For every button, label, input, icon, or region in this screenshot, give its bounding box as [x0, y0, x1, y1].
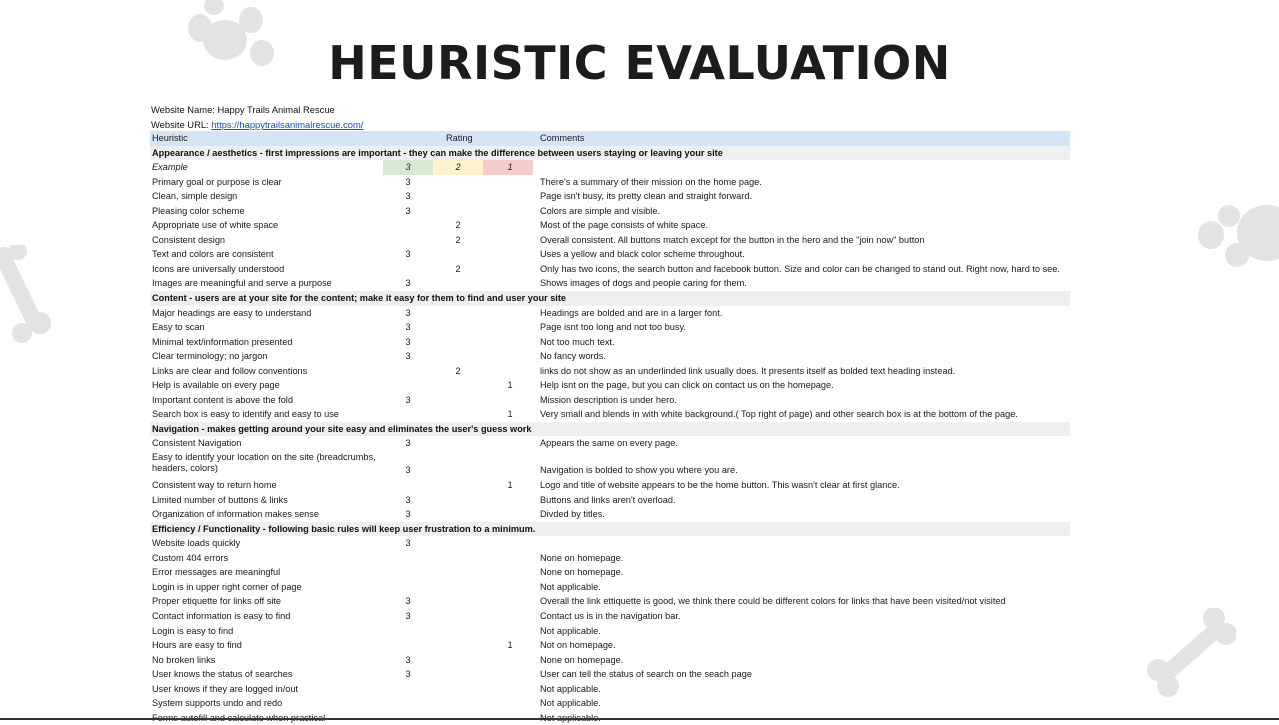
heuristic-cell: Website loads quickly	[152, 538, 241, 549]
column-header-rating: Rating	[446, 133, 473, 143]
rating-cell: 3	[405, 336, 411, 347]
heuristic-cell: Images are meaningful and serve a purpose	[152, 278, 332, 289]
comment-cell: Contact us is in the navigation bar.	[540, 610, 681, 621]
example-rating-1: 1	[507, 162, 513, 173]
paw-print-icon	[1195, 193, 1279, 275]
table-row	[150, 696, 1070, 711]
rating-cell: 3	[405, 307, 411, 318]
heuristic-cell: Pleasing color scheme	[152, 205, 245, 216]
example-rating-3: 3	[405, 162, 411, 173]
column-header-comments: Comments	[540, 133, 585, 143]
heuristic-cell: Text and colors are consistent	[152, 249, 274, 260]
heuristic-cell: Primary goal or purpose is clear	[152, 176, 282, 187]
comment-cell: Divded by titles.	[540, 509, 605, 520]
table-row	[150, 393, 1070, 408]
heuristic-cell: Organization of information makes sense	[152, 509, 319, 520]
table-row	[150, 682, 1070, 697]
comment-cell: Shows images of dogs and people caring for them.	[540, 278, 747, 289]
rating-cell: 3	[405, 654, 411, 665]
table-row	[150, 451, 1070, 478]
rating-cell: 2	[455, 263, 461, 274]
heuristic-cell: Easy to identify your location on the site (breadcrumbs, headers, colors)	[152, 452, 376, 474]
section-header-row	[150, 422, 1070, 437]
comment-cell: User can tell the status of search on the seach page	[540, 669, 752, 680]
table-row	[150, 436, 1070, 451]
rating-cell: 2	[455, 365, 461, 376]
comment-cell: Uses a yellow and black color scheme throughout.	[540, 249, 745, 260]
heuristic-cell: Appropriate use of white space	[152, 220, 279, 231]
comment-cell: links do not show as an underlinded link usually does. It presents itself as bolded text heading instead.	[540, 365, 956, 376]
comment-cell: No fancy words.	[540, 351, 606, 362]
example-rating-2: 2	[455, 162, 461, 173]
comment-cell: Not applicable.	[540, 625, 601, 636]
table-row	[150, 638, 1070, 653]
table-row	[150, 335, 1070, 350]
heuristic-cell: Contact information is easy to find	[152, 610, 291, 621]
comment-cell: Mission description is under hero.	[540, 394, 677, 405]
heuristic-cell: Important content is above the fold	[152, 394, 293, 405]
table-row	[150, 594, 1070, 609]
heuristic-cell: Help is available on every page	[152, 380, 280, 391]
comment-cell: Help isnt on the page, but you can click on contact us on the homepage.	[540, 380, 834, 391]
table-row	[150, 233, 1070, 248]
heuristic-cell: Custom 404 errors	[152, 552, 229, 563]
heuristic-table	[150, 131, 1070, 725]
comment-cell: Overall consistent. All buttons match except for the button in the hero and the "join now" button	[540, 234, 925, 245]
table-row	[150, 189, 1070, 204]
table-row	[150, 536, 1070, 551]
heuristic-cell: System supports undo and redo	[152, 698, 283, 709]
table-row	[150, 320, 1070, 335]
table-row	[150, 204, 1070, 219]
table-row	[150, 306, 1070, 321]
website-name-label: Website Name: Happy Trails Animal Rescue	[151, 104, 335, 115]
comment-cell: Not applicable.	[540, 683, 601, 694]
table-row	[150, 624, 1070, 639]
website-url-line	[151, 119, 363, 130]
section-header-row	[150, 291, 1070, 306]
rating-cell: 1	[507, 640, 513, 651]
rating-cell: 3	[405, 191, 411, 202]
rating-cell: 1	[507, 480, 513, 491]
comment-cell: None on homepage.	[540, 552, 624, 563]
section-title: Efficiency / Functionality - following basic rules will keep user frustration to a minimum.	[152, 523, 536, 534]
table-row	[150, 493, 1070, 508]
comment-cell: Headings are bolded and are in a larger font.	[540, 307, 723, 318]
comment-cell: Not applicable.	[540, 698, 601, 709]
rating-cell: 1	[507, 380, 513, 391]
heuristic-cell: Clean, simple design	[152, 191, 238, 202]
table-row	[150, 218, 1070, 233]
table-row	[150, 247, 1070, 262]
rating-cell: 3	[405, 538, 411, 549]
rating-cell: 3	[405, 610, 411, 621]
rating-cell: 3	[405, 438, 411, 449]
heuristic-cell: Minimal text/information presented	[152, 336, 293, 347]
rating-cell: 3	[405, 669, 411, 680]
column-header-heuristic: Heuristic	[152, 133, 188, 143]
comment-cell: Page isn't busy, its pretty clean and straight forward.	[540, 191, 752, 202]
comment-cell: Navigation is bolded to show you where you are.	[540, 465, 738, 476]
rating-cell: 3	[405, 394, 411, 405]
rating-cell: 2	[455, 220, 461, 231]
heuristic-cell: Example	[152, 162, 188, 173]
heuristic-cell: Consistent way to return home	[152, 480, 277, 491]
section-title: Content - users are at your site for the content; make it easy for them to find and user your site	[152, 293, 567, 304]
website-url-link[interactable]: https://happytrailsanimalrescue.com/	[211, 119, 364, 130]
website-url-label: Website URL:	[151, 119, 212, 130]
rating-cell: 3	[405, 205, 411, 216]
comment-cell: None on homepage.	[540, 654, 624, 665]
page-title: HEURISTIC EVALUATION	[328, 36, 951, 90]
comment-cell: Logo and title of website appears to be the home button. This wasn't clear at first glance.	[540, 480, 900, 491]
table-row	[150, 609, 1070, 624]
section-header-row	[150, 146, 1070, 161]
heuristic-cell: Consistent design	[152, 234, 226, 245]
comment-cell: Buttons and links aren't overload.	[540, 494, 676, 505]
table-row	[150, 378, 1070, 393]
rating-cell: 3	[405, 249, 411, 260]
bone-icon	[1146, 608, 1236, 698]
rating-cell: 3	[405, 596, 411, 607]
rating-cell: 2	[455, 234, 461, 245]
table-row	[150, 478, 1070, 493]
heuristic-cell: Limited number of buttons & links	[152, 494, 288, 505]
table-row	[150, 262, 1070, 277]
comment-cell: None on homepage.	[540, 567, 624, 578]
table-row	[150, 364, 1070, 379]
comment-cell: Not applicable.	[540, 581, 601, 592]
heuristic-cell: Error messages are meaningful	[152, 567, 281, 578]
heuristic-cell: User knows the status of searches	[152, 669, 293, 680]
comment-cell: Very small and blends in with white background.( Top right of page) and other search box is at the bottom of the page.	[540, 409, 1018, 420]
table-row	[150, 565, 1070, 580]
table-row	[150, 407, 1070, 422]
heuristic-cell: Clear terminology; no jargon	[152, 351, 268, 362]
table-row	[150, 667, 1070, 682]
heuristic-cell: Links are clear and follow conventions	[152, 365, 308, 376]
example-row	[150, 160, 1070, 175]
table-row	[150, 276, 1070, 291]
comment-cell: Appears the same on every page.	[540, 438, 678, 449]
table-row	[150, 175, 1070, 190]
section-header-row	[150, 522, 1070, 537]
rating-cell: 3	[405, 494, 411, 505]
heuristic-cell: Login is easy to find	[152, 625, 234, 636]
table-row	[150, 653, 1070, 668]
comment-cell: Most of the page consists of white space.	[540, 220, 709, 231]
comment-cell: There's a summary of their mission on the home page.	[540, 176, 762, 187]
comment-cell: Page isnt too long and not too busy.	[540, 322, 686, 333]
table-row	[150, 349, 1070, 364]
rating-cell: 1	[507, 409, 513, 420]
comment-cell: Not too much text.	[540, 336, 615, 347]
rating-cell: 3	[405, 351, 411, 362]
rating-cell: 3	[405, 322, 411, 333]
comment-cell: Not on homepage.	[540, 640, 616, 651]
table-header-row	[150, 131, 1070, 146]
table-row	[150, 507, 1070, 522]
heuristic-cell: Icons are universally understood	[152, 263, 285, 274]
section-title: Appearance / aesthetics - first impressions are important - they can make the difference between users staying or leaving your site	[152, 147, 723, 158]
table-body	[150, 146, 1070, 725]
rating-cell: 3	[405, 509, 411, 520]
table-row	[150, 551, 1070, 566]
heuristic-cell: Easy to scan	[152, 322, 205, 333]
table-row	[150, 580, 1070, 595]
heuristic-cell: Major headings are easy to understand	[152, 307, 312, 318]
heuristic-cell: Hours are easy to find	[152, 640, 242, 651]
rating-cell: 3	[405, 176, 411, 187]
comment-cell: Only has two icons, the search button and facebook button. Size and color can be changed to stand out. Right now, hard to see.	[540, 263, 1060, 274]
bone-icon	[0, 245, 56, 345]
rating-cell: 3	[405, 465, 411, 476]
rating-cell: 3	[405, 278, 411, 289]
heuristic-cell: Proper etiquette for links off site	[152, 596, 282, 607]
heuristic-cell: No broken links	[152, 654, 216, 665]
comment-cell: Overall the link ettiquette is good, we think there could be different colors for links that have been visited/not visited	[540, 596, 1006, 607]
section-title: Navigation - makes getting around your site easy and eliminates the user's guess work	[152, 423, 532, 434]
heuristic-cell: Consistent Navigation	[152, 438, 242, 449]
heuristic-cell: Login is in upper right corner of page	[152, 581, 302, 592]
heuristic-cell: User knows if they are logged in/out	[152, 683, 299, 694]
comment-cell: Colors are simple and visible.	[540, 205, 660, 216]
heuristic-cell: Search box is easy to identify and easy to use	[152, 409, 339, 420]
